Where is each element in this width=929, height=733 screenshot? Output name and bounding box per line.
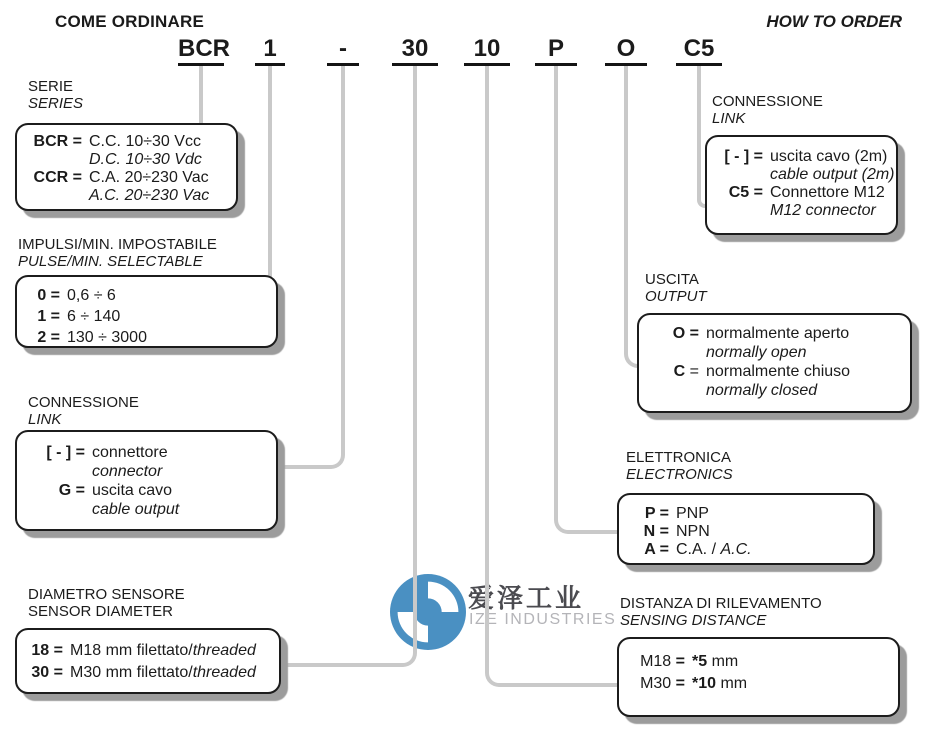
- option-row: 2 = 130 ÷ 3000: [37, 329, 147, 346]
- option-row: 30 = M30 mm filettato/threaded: [31, 664, 256, 681]
- option-row: C = normalmente chiuso: [673, 363, 851, 380]
- heading-line-en: LINK: [712, 110, 746, 127]
- heading-line-it: DISTANZA DI RILEVAMENTO: [620, 595, 822, 612]
- option-row: M12 connector: [770, 202, 876, 219]
- part-code-segment-connector: C5: [676, 36, 722, 66]
- connector-line-pulse: [268, 64, 272, 279]
- page-title-italian: COME ORDINARE: [55, 12, 204, 31]
- part-code-segment-electronics: P: [535, 36, 577, 66]
- option-box-series: [15, 123, 238, 211]
- heading-line-en: LINK: [28, 411, 62, 428]
- connector-line-electronics: [554, 64, 618, 534]
- heading-line-it: ELETTRONICA: [626, 449, 732, 466]
- option-row: 1 = 6 ÷ 140: [37, 308, 121, 325]
- heading-line-en: ELECTRONICS: [626, 466, 733, 483]
- option-row: [ - ] = connettore: [46, 444, 168, 461]
- heading-line-it: SERIE: [28, 78, 74, 95]
- part-code-segment-series: BCR: [178, 36, 224, 66]
- option-row: A = C.A. / A.C.: [644, 541, 752, 558]
- heading-sensor-diameter: [28, 586, 185, 620]
- option-row: M30 = *10 mm: [640, 675, 748, 692]
- heading-output: [645, 271, 707, 305]
- heading-link-left: [28, 394, 139, 428]
- part-code-segment-distance: 10: [464, 36, 510, 66]
- option-row: cable output: [92, 501, 180, 518]
- heading-line-it: CONNESSIONE: [28, 394, 139, 411]
- heading-series: [28, 78, 83, 112]
- heading-line-it: DIAMETRO SENSORE: [28, 586, 185, 603]
- option-row: A.C. 20÷230 Vac: [89, 187, 210, 204]
- option-box-link-right: [705, 135, 898, 235]
- option-row: normally closed: [706, 382, 818, 399]
- heading-line-en: PULSE/MIN. SELECTABLE: [18, 253, 203, 270]
- heading-line-en: OUTPUT: [645, 288, 707, 305]
- connector-line-series: [199, 64, 203, 126]
- option-row: CCR = C.A. 20÷230 Vac: [33, 169, 209, 186]
- heading-electronics: [626, 449, 733, 483]
- heading-pulse: [18, 236, 217, 270]
- heading-line-en: SENSING DISTANCE: [620, 612, 767, 629]
- part-code-segment-diameter: 30: [392, 36, 438, 66]
- option-row: G = uscita cavo: [58, 482, 173, 499]
- option-row: O = normalmente aperto: [672, 325, 850, 342]
- option-row: C5 = Connettore M12: [728, 184, 885, 201]
- option-row: [ - ] = uscita cavo (2m): [724, 148, 888, 165]
- part-code-segment-link: -: [327, 36, 359, 66]
- option-box-electronics: [617, 493, 875, 565]
- heading-sensing-distance: [620, 595, 822, 629]
- part-code-segment-output: O: [605, 36, 647, 66]
- heading-line-en: SERIES: [28, 95, 84, 112]
- heading-line-en: SENSOR DIAMETER: [28, 603, 174, 620]
- option-row: connector: [92, 463, 163, 480]
- option-row: 18 = M18 mm filettato/threaded: [31, 642, 256, 659]
- option-box-pulse: [15, 275, 278, 348]
- page-title-english: HOW TO ORDER: [766, 12, 902, 31]
- option-row: 0 = 0,6 ÷ 6: [37, 287, 116, 304]
- heading-line-it: USCITA: [645, 271, 699, 288]
- watermark-company-text: IZE INDUSTRIES: [469, 611, 617, 628]
- option-row: BCR = C.C. 10÷30 Vcc: [33, 133, 201, 150]
- option-row: N = NPN: [643, 523, 710, 540]
- option-box-sensing-distance: [617, 637, 900, 717]
- option-row: D.C. 10÷30 Vdc: [89, 151, 202, 168]
- heading-link-right: [712, 93, 823, 127]
- option-box-output: [637, 313, 912, 413]
- option-row: P = PNP: [644, 505, 709, 522]
- option-row: cable output (2m): [770, 166, 895, 183]
- option-box-link-left: [15, 430, 278, 531]
- part-code-segment-pulse: 1: [255, 36, 285, 66]
- heading-line-it: IMPULSI/MIN. IMPOSTABILE: [18, 236, 217, 253]
- connector-line-diameter: [282, 64, 417, 667]
- heading-line-it: CONNESSIONE: [712, 93, 823, 110]
- watermark-chinese-text: 爱泽工业: [468, 583, 585, 613]
- option-row: normally open: [706, 344, 807, 361]
- option-row: M18 = *5 mm: [640, 653, 739, 670]
- option-box-sensor-diameter: [15, 628, 281, 694]
